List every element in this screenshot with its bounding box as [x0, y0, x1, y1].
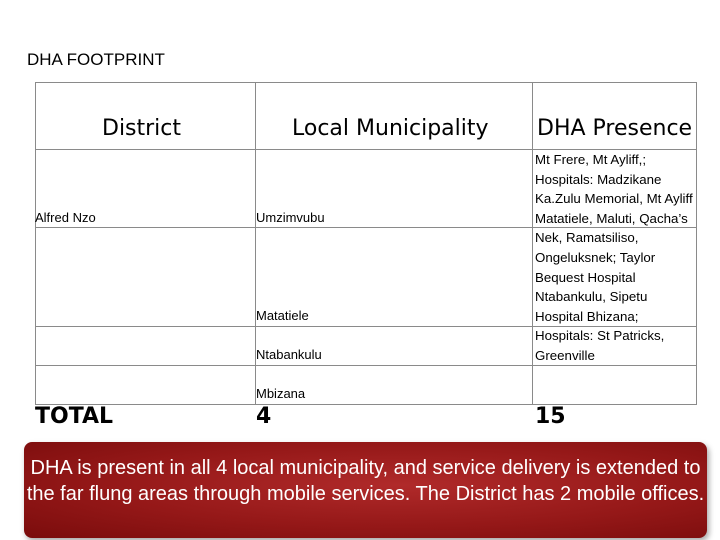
- header-district: District: [102, 116, 182, 141]
- municipality-mbizana: Mbizana: [256, 386, 306, 401]
- dha-presence-list: Mt Frere, Mt Ayliff,; Hospitals: Madzikane Ka.Zulu Memorial, Mt Ayliff Matatiele, Maluti, Qacha’s Nek, Ramatsiliso, Ongeluksnek; Taylor Bequest Hospital Ntabankulu, Sipetu Hospital Bhizana; Hospitals: St Patricks, Greenville: [535, 152, 693, 363]
- total-presence: 15: [535, 404, 566, 429]
- municipality-ntabankulu: Ntabankulu: [256, 347, 322, 362]
- district-name: Alfred Nzo: [35, 210, 96, 225]
- page-title: DHA FOOTPRINT: [27, 50, 165, 69]
- municipality-umzimvubu: Umzimvubu: [256, 210, 325, 225]
- header-local-municipality: Local Municipality: [292, 116, 489, 141]
- municipality-matatiele: Matatiele: [256, 308, 309, 323]
- total-municipalities: 4: [256, 404, 272, 429]
- column-divider: [532, 83, 533, 404]
- total-label: TOTAL: [35, 404, 114, 429]
- header-dha-presence: DHA Presence: [537, 116, 693, 141]
- summary-text: DHA is present in all 4 local municipality, and service delivery is extended to the far flung areas through mobile services. The District has 2 mobile offices.: [26, 457, 705, 505]
